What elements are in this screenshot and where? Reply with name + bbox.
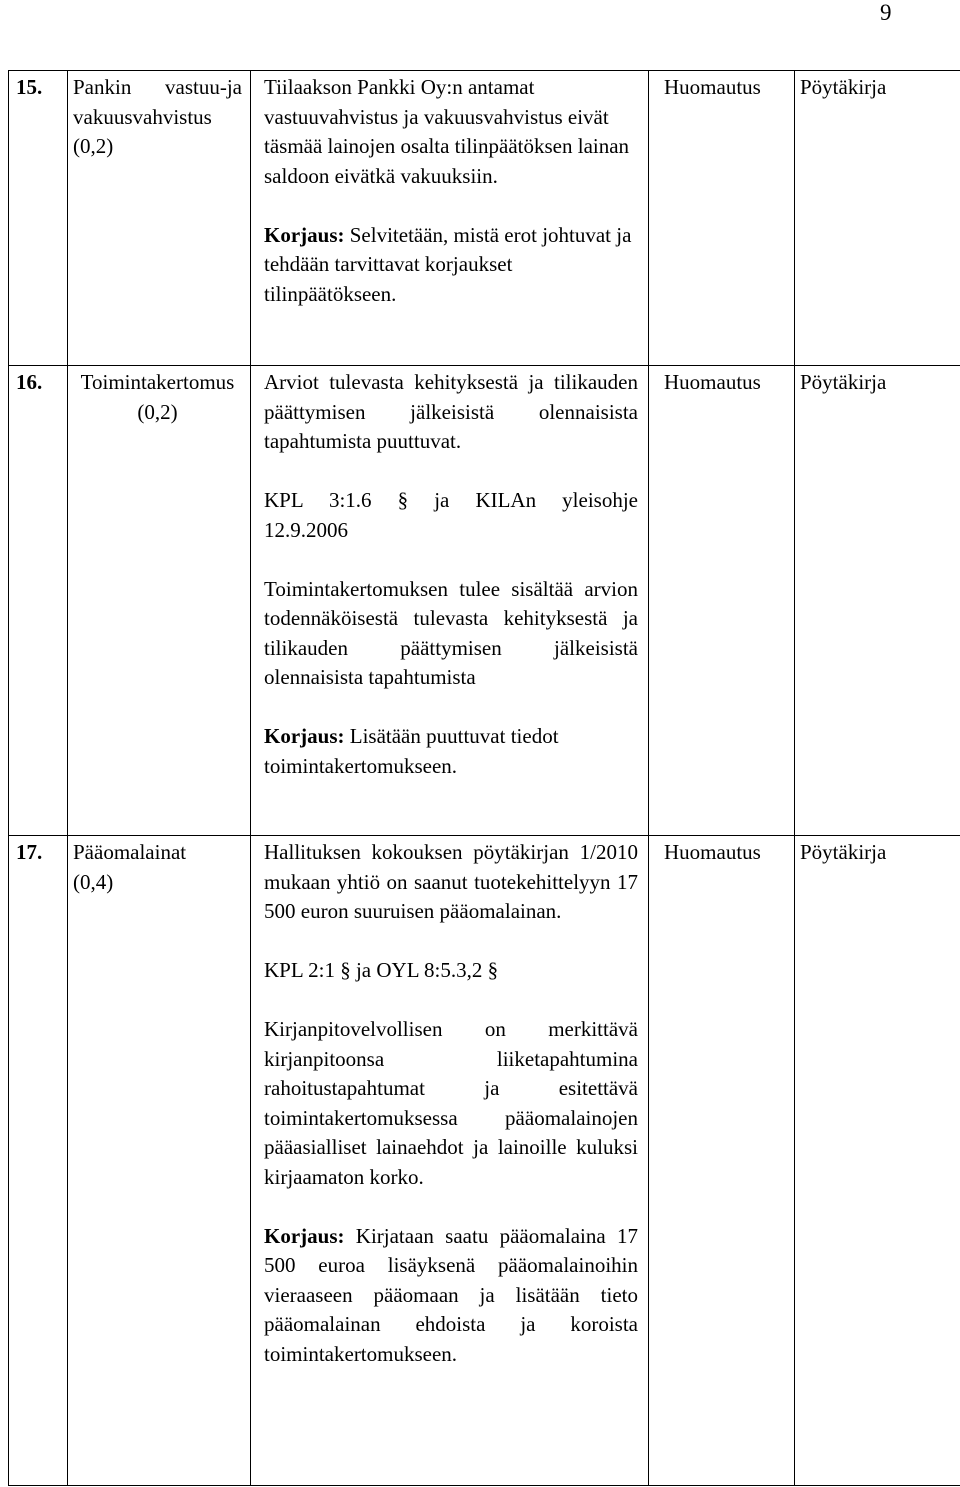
finding-classification: Huomautus [649, 71, 795, 366]
finding-requirement: Kirjanpitovelvollisen on merkittävä kirjanpitoonsa liiketapahtumina rahoitustapahtumat ja esitettävä toimintakertomuksessa pääomalainojen pääasialliset lainaehdot ja lainoille kuluksi kirjaamaton korko. [264, 1017, 638, 1189]
finding-row-15 [9, 71, 960, 366]
finding-number: 15. [9, 71, 68, 366]
finding-classification: Huomautus [649, 366, 795, 836]
fix-text: Lisätään puuttuvat tiedot toimintakertomukseen. [264, 724, 559, 778]
finding-number: 17. [9, 836, 68, 1486]
finding-report: Pöytäkirja [795, 366, 960, 836]
page-number: 9 [880, 0, 892, 25]
finding-fix [264, 1222, 638, 1370]
finding-row-17 [9, 836, 960, 1486]
finding-description: Arviot tulevasta kehityksestä ja tilikauden päättymisen jälkeisistä olennaisista tapahtumista puuttuvat. [264, 370, 638, 453]
finding-number: 16. [9, 366, 68, 836]
fix-label: Korjaus: [264, 724, 345, 748]
finding-fix [264, 722, 638, 781]
finding-row-16 [9, 366, 960, 836]
finding-report: Pöytäkirja [795, 836, 960, 1486]
finding-topic-text: Toimintakertomus (0,2) [80, 370, 235, 424]
finding-description-cell [251, 71, 649, 366]
finding-topic [68, 366, 251, 836]
finding-description-cell [251, 366, 649, 836]
finding-topic-text: Pääomalainat (0,4) [73, 840, 187, 894]
finding-requirement: Toimintakertomuksen tulee sisältää arvion todennäköisestä tulevasta kehityksestä ja tilikauden päättymisen jälkeisistä olennaisista tapahtumista [264, 576, 638, 689]
findings-table [8, 70, 960, 1486]
fix-text: Kirjataan saatu pääomalaina 17 500 euroa lisäyksenä pääomalainoihin vieraaseen pääomaan ja lisätään tieto pääomalainan ehdoista ja koroista toimintakertomukseen. [264, 1223, 638, 1366]
finding-topic [68, 836, 251, 1486]
fix-label: Korjaus: [264, 222, 345, 247]
finding-description: Hallituksen kokouksen pöytäkirjan 1/2010 mukaan yhtiö on saanut tuotekehittelyyn 17 500 euron suuruisen pääomalainan. [264, 840, 638, 923]
finding-topic-text: Pankin vastuu-ja vakuusvahvistus (0,2) [73, 75, 242, 158]
finding-reference: KPL 2:1 § ja OYL 8:5.3,2 § [264, 958, 499, 982]
fix-text: Selvitetään, mistä erot johtuvat ja tehdään tarvittavat korjaukset tilinpäätökseen. [264, 222, 632, 306]
finding-topic [68, 71, 251, 366]
finding-report: Pöytäkirja [795, 71, 960, 366]
finding-reference-date: 12.9.2006 [264, 517, 348, 542]
fix-label: Korjaus: [264, 1223, 345, 1248]
finding-fix [264, 221, 638, 310]
finding-description-cell [251, 836, 649, 1486]
finding-description: Tiilaakson Pankki Oy:n antamat vastuuvahvistus ja vakuusvahvistus eivät täsmää lainojen osalta tilinpäätöksen lainan saldoon eivätkä vakuuksiin. [264, 75, 630, 188]
finding-classification: Huomautus [649, 836, 795, 1486]
finding-reference: KPL 3:1.6 § ja KILAn yleisohje [264, 488, 638, 512]
